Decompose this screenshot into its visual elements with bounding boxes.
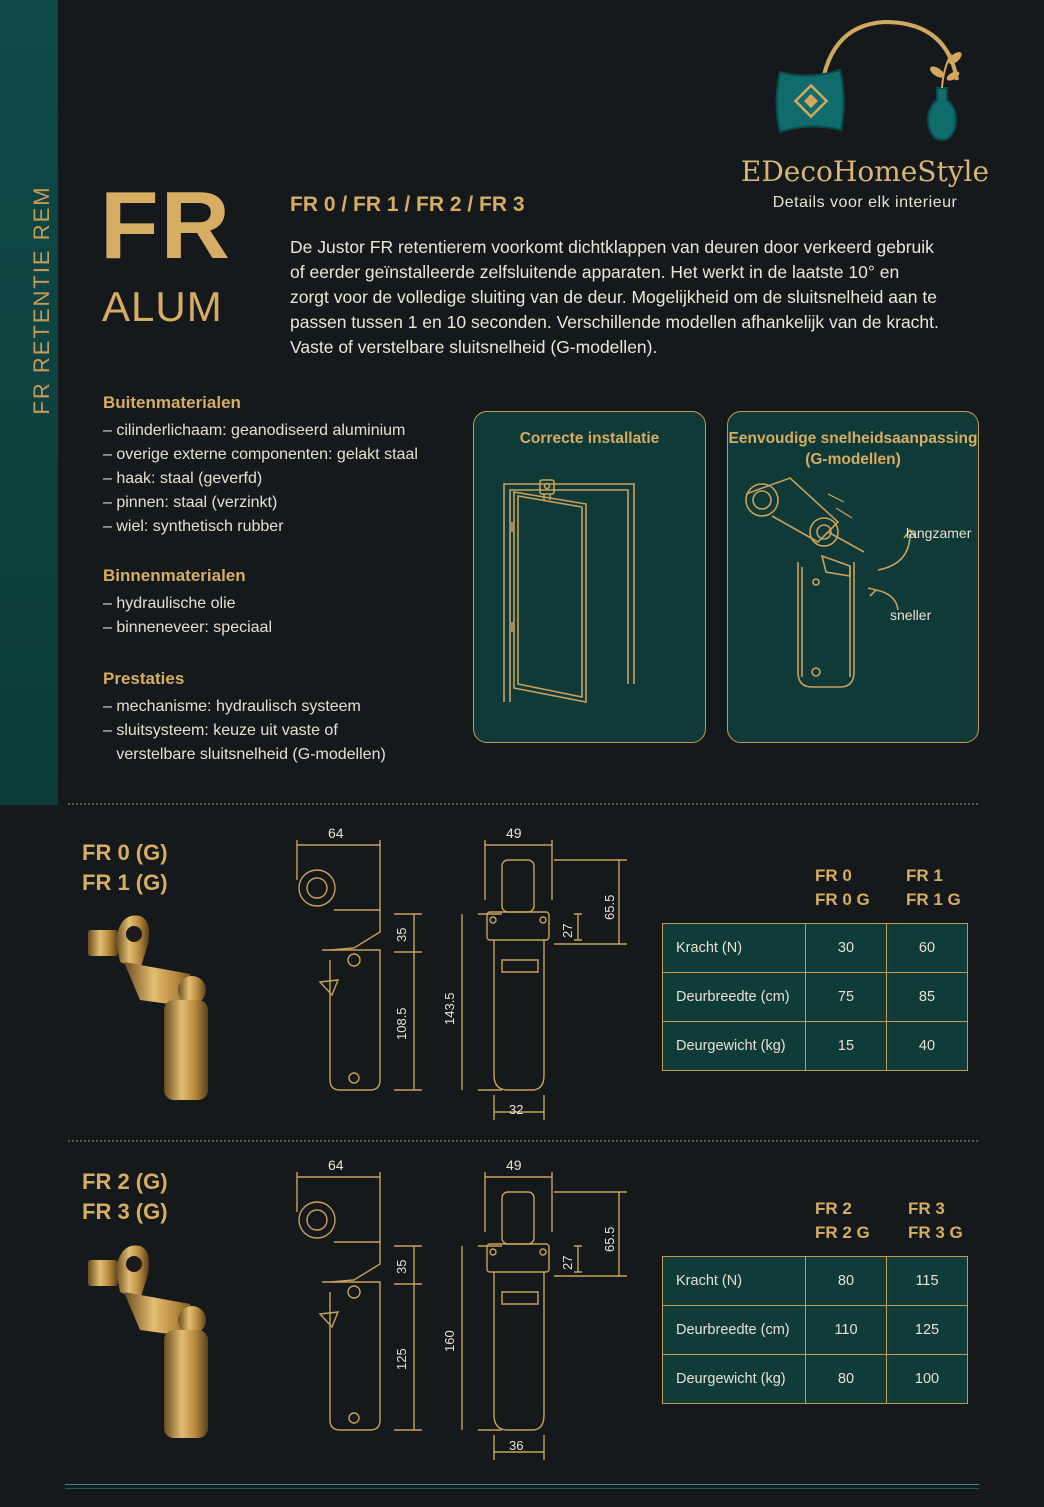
row-value: 85 (887, 973, 968, 1022)
column-model: FR 3 (908, 1199, 945, 1218)
closer-product-image (80, 1240, 220, 1445)
slower-label: langzamer (906, 525, 972, 541)
column-model-g: FR 1 G (906, 890, 961, 909)
table-row (663, 1022, 968, 1071)
speed-arrows (868, 530, 916, 610)
dim-body: 125 (394, 1348, 409, 1370)
dim-top: 65.5 (602, 1226, 617, 1252)
sidebar-label: FR RETENTIE REM (29, 185, 54, 415)
row-label: Deurgewicht (kg) (663, 1022, 806, 1071)
row-label: Deurbreedte (cm) (663, 973, 806, 1022)
dim-bottom: 32 (509, 1102, 524, 1117)
spec-item: – wiel: synthetisch rubber (103, 518, 284, 535)
product-title: FR (100, 172, 232, 279)
table-row (663, 1355, 968, 1404)
dim-plate: 27 (560, 1255, 575, 1270)
table-row (663, 973, 968, 1022)
row-label: Deurgewicht (kg) (663, 1355, 806, 1404)
spec-table (662, 1256, 968, 1404)
spec-outer (103, 393, 418, 539)
vase-icon (928, 88, 956, 140)
model-name: FR 2 (G) (82, 1169, 168, 1194)
model-name: FR 1 (G) (82, 870, 168, 895)
dim-side-width: 64 (328, 825, 344, 841)
sidebar-band (0, 0, 58, 805)
spec-item: – overige externe componenten: gelakt staal (103, 446, 418, 463)
closer-product-image (80, 910, 220, 1110)
row-value: 80 (806, 1257, 887, 1306)
column-model: FR 2 (815, 1199, 852, 1218)
column-model: FR 1 (906, 866, 943, 885)
dimension-drawing (282, 820, 642, 1130)
row-value: 30 (806, 924, 887, 973)
closer-illustration (728, 472, 980, 742)
brand-logo (725, 10, 1015, 225)
speed-title-line2: (G-modellen) (805, 451, 901, 468)
dim-total: 160 (442, 1330, 457, 1352)
spec-item: verstelbare sluitsnelheid (G-modellen) (103, 746, 386, 763)
speed-panel-title (728, 428, 978, 470)
dim-hook: 35 (394, 927, 409, 942)
row-value: 80 (806, 1355, 887, 1404)
cushion-icon (777, 70, 844, 132)
dim-top: 65.5 (602, 894, 617, 920)
install-panel (473, 411, 706, 743)
table-column-head (908, 1197, 963, 1245)
spec-item: – binneneveer: speciaal (103, 619, 273, 636)
install-panel-title: Correcte installatie (519, 430, 660, 447)
column-model-g: FR 3 G (908, 1223, 963, 1242)
spec-inner-title: Binnenmaterialen (103, 566, 246, 585)
row-value: 115 (887, 1257, 968, 1306)
spec-outer-title: Buitenmaterialen (103, 393, 241, 412)
model-name: FR 3 (G) (82, 1199, 168, 1224)
dim-hook: 35 (394, 1259, 409, 1274)
row-value: 125 (887, 1306, 968, 1355)
row-value: 40 (887, 1022, 968, 1071)
spec-item: – mechanisme: hydraulisch systeem (103, 698, 361, 715)
dim-front-width: 49 (506, 825, 522, 841)
dim-body: 108.5 (394, 1007, 409, 1040)
spec-item: – pinnen: staal (verzinkt) (103, 494, 278, 511)
dim-plate: 27 (560, 923, 575, 938)
row-value: 75 (806, 973, 887, 1022)
model-name: FR 0 (G) (82, 840, 168, 865)
intro-text: De Justor FR retentierem voorkomt dichtklappen van deuren door verkeerd gebruik of eerder geïnstalleerde zelfsluitende apparaten. Het werkt in de laatste 10° en zorgt voor de volledige sluiting van de deur. Mogelijkheid om de sluitsnelheid aan te passen tussen 1 en 10 seconden. Verschillende modellen afhankelijk van de kracht. Vaste of verstelbare sluitsnelheid (G-modellen). (290, 237, 939, 357)
spec-item: – haak: staal (geverfd) (103, 470, 263, 487)
spec-item: – hydraulische olie (103, 595, 236, 612)
row-label: Kracht (N) (663, 1257, 806, 1306)
product-subtitle: ALUM (102, 283, 223, 330)
row-label: Kracht (N) (663, 924, 806, 973)
speed-panel (727, 411, 979, 743)
model-heading (82, 838, 168, 898)
spec-performance (103, 669, 386, 767)
row-value: 15 (806, 1022, 887, 1071)
brand-tagline: Details voor elk interieur (772, 194, 958, 211)
table-row (663, 1257, 968, 1306)
column-model-g: FR 2 G (815, 1223, 870, 1242)
table-column-head (815, 864, 870, 912)
row-value: 100 (887, 1355, 968, 1404)
leaf-icon (928, 50, 964, 88)
row-value: 110 (806, 1306, 887, 1355)
row-label: Deurbreedte (cm) (663, 1306, 806, 1355)
column-model-g: FR 0 G (815, 890, 870, 909)
table-column-head (815, 1197, 870, 1245)
faster-label: sneller (890, 607, 932, 623)
table-row (663, 924, 968, 973)
spec-table (662, 923, 968, 1071)
dim-front-width: 49 (506, 1157, 522, 1173)
dim-bottom: 36 (509, 1438, 524, 1453)
spec-item: – sluitsysteem: keuze uit vaste of (103, 722, 338, 739)
speed-title-line1: Eenvoudige snelheidsaanpassing (728, 430, 978, 447)
models-heading: FR 0 / FR 1 / FR 2 / FR 3 (290, 193, 525, 216)
dim-total: 143.5 (442, 992, 457, 1025)
spec-inner (103, 566, 272, 640)
column-model: FR 0 (815, 866, 852, 885)
spec-item: – cilinderlichaam: geanodiseerd aluminium (103, 422, 406, 439)
row-value: 60 (887, 924, 968, 973)
table-row (663, 1306, 968, 1355)
section-divider (68, 803, 978, 805)
brand-name: EDecoHomeStyle (740, 155, 990, 188)
dimension-drawing (282, 1152, 642, 1467)
section-divider (68, 1140, 978, 1142)
footer-rule (65, 1484, 979, 1485)
model-heading (82, 1167, 168, 1227)
table-column-head (906, 864, 961, 912)
dim-side-width: 64 (328, 1157, 344, 1173)
spec-performance-title: Prestaties (103, 669, 185, 688)
door-illustration (474, 462, 707, 732)
footer-rule (65, 1488, 979, 1489)
